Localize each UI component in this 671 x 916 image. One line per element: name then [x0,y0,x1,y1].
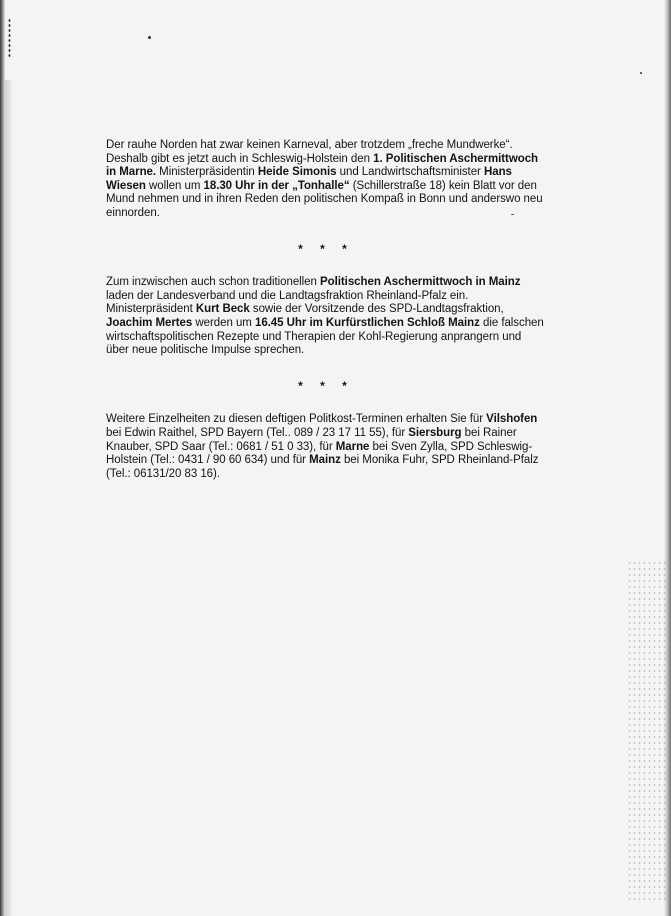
document-body [106,139,546,481]
bold-run: 18.30 Uhr in der „Tonhalle“ [203,179,350,192]
text-run: die falschen wirtschaftspolitischen Rezepte und Therapien der Kohl-Regierung anprangern und über neue politische Impulse sprechen. [106,316,544,357]
bold-run: 16.45 Uhr im Kurfürstlichen Schloß Mainz [254,316,480,329]
text-run: bei Rainer Knauber, SPD Saar (Tel.: 0681 / 51 0 33), für [106,426,517,453]
scan-mark [8,18,11,58]
scan-speck [148,36,151,39]
separator-stars: * * * [298,378,354,393]
text-run: wollen um [145,179,204,192]
text-run: laden der Landesverband und die Landtagsfraktion Rheinland-Pfalz ein. Ministerpräsident [106,289,469,316]
bold-run: Siersburg [408,426,462,439]
text-run: (Schillerstraße 18) kein Blatt vor den Mund nehmen und in ihren Reden den politischen Kompaß in Bonn und anderswo neu einnorden. [106,179,543,219]
paragraph-contacts [106,413,546,481]
text-run: bei Edwin Raithel, SPD Bayern (Tel.. 089 / 23 17 11 55), für [106,426,409,439]
bold-run: Heide Simonis [257,166,337,179]
paragraph-marne [106,139,546,221]
bold-run: 1. Politischen Aschermittwoch in Marne. [106,152,539,179]
text-run: bei Sven Zylla, SPD Schleswig-Holstein (Tel.: 0431 / 90 60 634) und für [106,440,533,467]
bold-run: Joachim Mertes [106,316,193,329]
bold-run: Politischen Aschermittwoch in Mainz [320,276,521,289]
text-run: Der rauhe Norden hat zwar keinen Karneval, aber trotzdem „freche Mundwerke“. Deshalb gibt es jetzt auch in Schleswig-Holstein den [106,139,513,165]
separator-stars: * * * [298,241,354,256]
text-run: sowie der Vorsitzende des SPD-Landtagsfraktion, [249,303,504,316]
text-run: bei Monika Fuhr, SPD Rheinland-Pfalz (Tel.: 06131/20 83 16). [106,454,539,480]
bold-run: Vilshofen [486,413,538,426]
paragraph-mainz [106,276,546,358]
text-run: und Landwirtschaftsminister [336,166,484,179]
bold-run: Marne [335,440,370,453]
text-run: werden um [192,316,255,329]
text-run: Weitere Einzelheiten zu diesen deftigen Politkost-Terminen erhalten Sie für [106,413,487,426]
text-run: Ministerpräsidentin [156,166,258,179]
scan-left-shadow [5,80,13,916]
bold-run: Mainz [309,454,341,467]
scan-noise [627,560,667,900]
bold-run: Kurt Beck [195,303,250,316]
bold-run: Hans Wiesen [106,166,512,192]
scan-speck [640,72,642,74]
text-run: Zum inzwischen auch schon traditionellen [106,276,321,289]
